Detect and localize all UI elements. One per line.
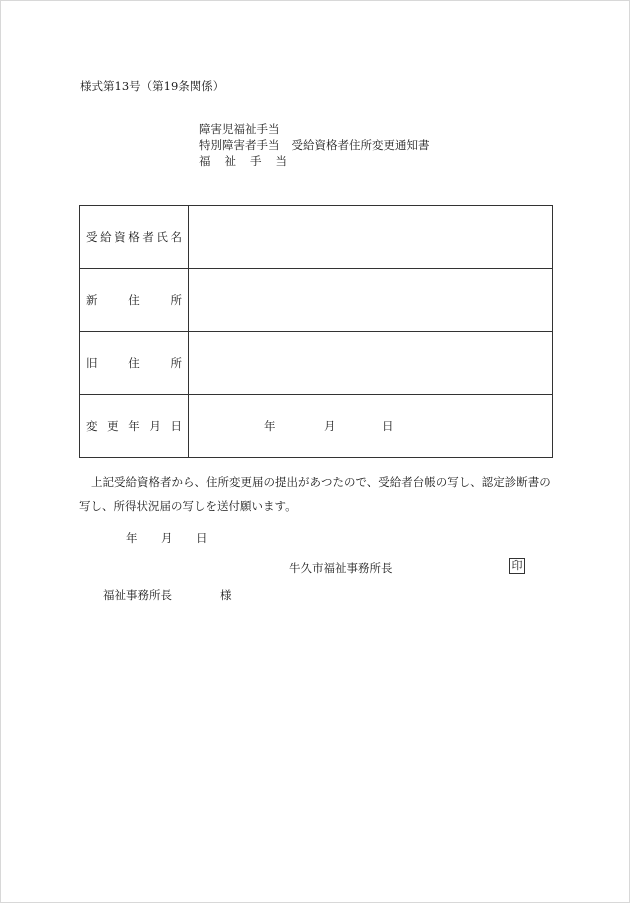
change-date-field[interactable]: [189, 395, 553, 458]
recipient-name-field[interactable]: [189, 206, 553, 269]
label-new-address: [80, 269, 189, 332]
label-char: 受: [86, 230, 98, 244]
label-char: 日: [170, 419, 182, 433]
title-line-3-char: 福: [199, 154, 225, 168]
label-char: 所: [170, 356, 182, 370]
recipient-line: [103, 587, 232, 603]
request-text: 上記受給資格者から、住所変更届の提出があつたので、受給者台帳の写し、認定診断書の写し、所得状況届の写しを送付願います。: [79, 475, 551, 513]
label-char: 資: [114, 230, 126, 244]
label-recipient-name: [80, 206, 189, 269]
label-char: 変: [86, 419, 98, 433]
label-char: 月: [149, 419, 161, 433]
label-char: 更: [107, 419, 119, 433]
label-char: 所: [170, 293, 182, 307]
title-line-1: 障害児福祉手当: [199, 122, 280, 136]
old-address-field[interactable]: [189, 332, 553, 395]
recipient-info-table: [79, 205, 553, 458]
issue-date-month: 月: [161, 531, 173, 545]
label-char: 者: [142, 230, 154, 244]
document-title: [199, 121, 430, 169]
label-char: 給: [100, 230, 112, 244]
form-number: 様式第13号（第19条関係）: [80, 79, 225, 93]
table-row-new-address: [80, 269, 553, 332]
label-char: 住: [128, 356, 140, 370]
label-char: 住: [128, 293, 140, 307]
title-line-3-char: 当: [275, 154, 287, 168]
new-address-field[interactable]: [189, 269, 553, 332]
seal-box: 印: [509, 558, 525, 574]
recipient-honorific: 様: [220, 588, 232, 602]
title-allowance-name: 特別障害者手当: [199, 138, 280, 152]
label-char: 年: [128, 419, 140, 433]
issue-date-year: 年: [126, 531, 138, 545]
recipient-title: 福祉事務所長: [103, 588, 172, 602]
label-char: 格: [128, 230, 140, 244]
table-row-name: [80, 206, 553, 269]
table-row-old-address: [80, 332, 553, 395]
label-char: 名: [170, 230, 182, 244]
sender-office-head: 牛久市福祉事務所長: [289, 561, 393, 575]
date-month-label: 月: [324, 419, 336, 433]
label-char: 旧: [86, 356, 98, 370]
issue-date-day: 日: [196, 531, 208, 545]
label-char: 新: [86, 293, 98, 307]
date-day-label: 日: [382, 419, 394, 433]
title-document-name: 受給資格者住所変更通知書: [291, 138, 430, 152]
label-char: 氏: [156, 230, 168, 244]
label-change-date: [80, 395, 189, 458]
table-row-change-date: [80, 395, 553, 458]
title-line-3: [199, 153, 430, 169]
title-line-2: [199, 137, 430, 153]
title-line-3-char: 祉: [224, 154, 250, 168]
date-year-label: 年: [264, 419, 276, 433]
title-line-3-char: 手: [250, 154, 276, 168]
label-old-address: [80, 332, 189, 395]
